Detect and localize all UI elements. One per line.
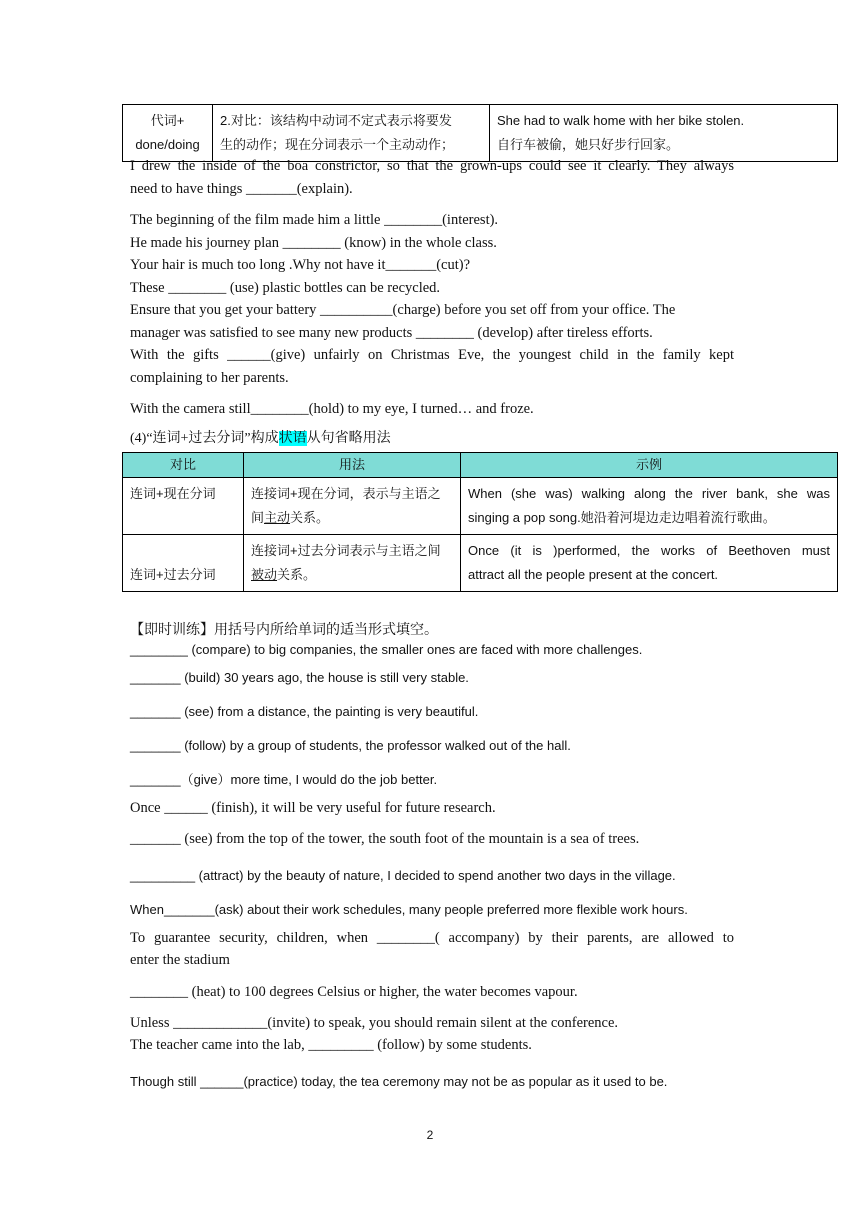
table-header-cell: 示例	[461, 453, 838, 478]
practice-question: When_______(ask) about their work schedules, many people preferred more flexible work hours.	[130, 902, 688, 917]
underlined-text: 主动	[264, 510, 291, 525]
cell-text: done/doing	[135, 137, 200, 152]
practice-question: _______ (follow) by a group of students, the professor walked out of the hall.	[130, 738, 571, 753]
table-cell-example	[461, 478, 838, 535]
exercise-sentence: With the gifts ______(give) unfairly on Christmas Eve, the youngest child in the family kept	[130, 347, 734, 363]
usage-text: 关系。	[290, 510, 330, 525]
heading-text: 从句省略用法	[306, 431, 391, 446]
usage-text: 关系。	[277, 567, 317, 582]
usage-text: 连接词+现在分词，表示与主语之间	[251, 486, 441, 525]
practice-question: _________ (attract) by the beauty of nature, I decided to spend another two days in the village.	[130, 868, 676, 883]
cell-text: She had to walk home with her bike stolen.	[497, 113, 745, 128]
practice-question: Once ______ (finish), it will be very useful for future research.	[130, 800, 496, 816]
practice-question: To guarantee security, children, when ________( accompany) by their parents, are allowed to	[130, 930, 734, 946]
page-number: 2	[426, 1128, 434, 1142]
underlined-text: 被动	[251, 567, 278, 582]
exercise-sentence: Ensure that you get your battery __________(charge) before you set off from your office. The	[130, 302, 676, 318]
cell-text: 自行车被偷，她只好步行回家。	[497, 137, 680, 152]
practice-question: _______（give）more time, I would do the job better.	[130, 772, 438, 787]
table-cell-type: 连词+现在分词	[123, 478, 244, 535]
table-cell-usage	[244, 478, 461, 535]
practice-question: enter the stadium	[130, 952, 230, 968]
exercise-sentence: These ________ (use) plastic bottles can be recycled.	[130, 280, 441, 296]
cell-text: 代词+	[150, 113, 185, 128]
example-text: Once (it is )performed, the works of Beethoven must	[468, 543, 830, 558]
exercise-sentence: manager was satisfied to see many new products ________ (develop) after tireless efforts.	[130, 325, 653, 341]
table-cell-usage	[213, 105, 490, 162]
practice-question: _______ (see) from the top of the tower, the south foot of the mountain is a sea of trees.	[130, 831, 640, 847]
cell-text: 2.对比：该结构中动词不定式表示将要发	[220, 113, 452, 128]
exercise-sentence: The beginning of the film made him a little ________(interest).	[130, 212, 499, 228]
practice-question: The teacher came into the lab, _________ (follow) by some students.	[130, 1037, 532, 1053]
table-header-row	[123, 453, 838, 478]
heading-text: (4)“连词+过去分词”构成	[130, 431, 279, 446]
practice-question: Though still ______(practice) today, the tea ceremony may not be as popular as it used to be.	[130, 1074, 668, 1089]
highlighted-text: 状语	[278, 431, 307, 446]
table-cell-type: 连词+过去分词	[123, 535, 244, 592]
table-header-cell: 对比	[123, 453, 244, 478]
comparison-table	[122, 452, 838, 592]
usage-text: 连接词+过去分词表示与主语之间	[251, 543, 441, 558]
exercise-sentence: need to have things _______(explain).	[130, 181, 353, 197]
practice-question: ________ (compare) to big companies, the smaller ones are faced with more challenges.	[130, 642, 643, 657]
cell-text: 生的动作；现在分词表示一个主动动作；	[220, 137, 455, 152]
practice-question: ________ (heat) to 100 degrees Celsius or higher, the water becomes vapour.	[130, 984, 578, 1000]
table-header-cell: 用法	[244, 453, 461, 478]
table-cell-example	[490, 105, 838, 162]
table-cell-example	[461, 535, 838, 592]
table-cell-type	[123, 105, 213, 162]
usage-table-top	[122, 104, 838, 162]
example-text: When (she was) walking along the river bank, she was	[468, 486, 830, 501]
practice-question: Unless _____________(invite) to speak, you should remain silent at the conference.	[130, 1015, 619, 1031]
exercise-sentence: With the camera still________(hold) to my eye, I turned… and froze.	[130, 401, 534, 417]
example-text: attract all the people present at the concert.	[468, 567, 719, 582]
table-row	[123, 535, 838, 592]
practice-title: 【即时训练】用括号内所给单词的适当形式填空。	[130, 621, 438, 637]
exercise-sentence: complaining to her parents.	[130, 370, 289, 386]
practice-question: _______ (build) 30 years ago, the house is still very stable.	[130, 670, 469, 685]
example-text: singing a pop song.她沿着河堤边走边唱着流行歌曲。	[468, 510, 776, 525]
section-heading	[130, 428, 734, 451]
table-cell-usage	[244, 535, 461, 592]
exercise-sentence: I drew the inside of the boa constrictor, so that the grown-ups could see it clearly. They always	[130, 158, 734, 174]
practice-question: _______ (see) from a distance, the painting is very beautiful.	[130, 704, 479, 719]
exercise-sentence: He made his journey plan ________ (know) in the whole class.	[130, 235, 497, 251]
exercise-sentence: Your hair is much too long .Why not have it_______(cut)?	[130, 257, 471, 273]
table-row	[123, 478, 838, 535]
